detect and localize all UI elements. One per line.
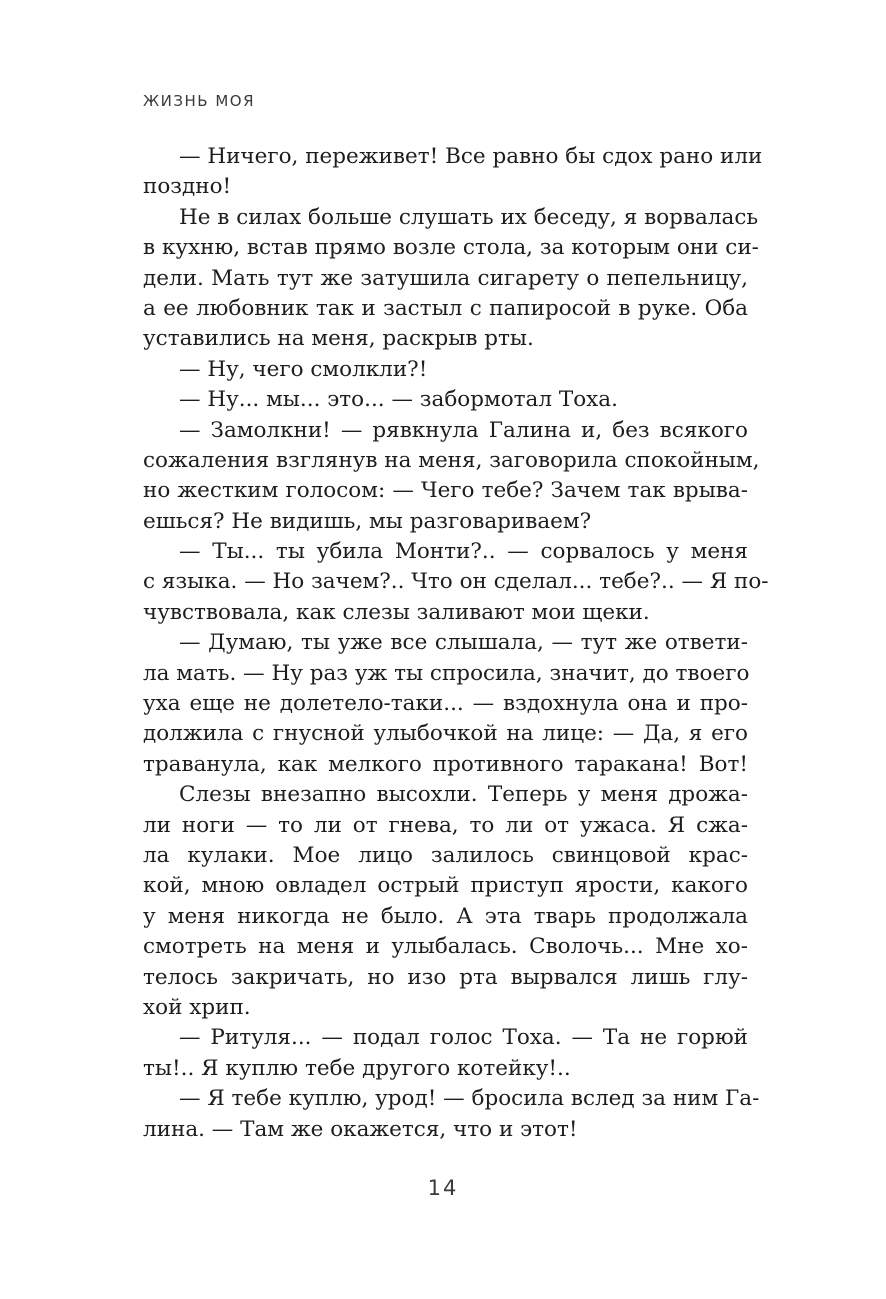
text-line: — Думаю, ты уже все слышала, — тут же ответи- bbox=[179, 630, 748, 656]
text-line: — Ничего, переживет! Все равно бы сдох рано или bbox=[179, 144, 763, 169]
text-line: кой, мною овладел острый приступ ярости, какого bbox=[143, 873, 748, 899]
text-line: дели. Мать тут же затушила сигарету о пепельницу, bbox=[143, 265, 748, 291]
text-line: чувствовала, как слезы заливают мои щеки. bbox=[143, 599, 650, 625]
text-line: Не в силах больше слушать их беседу, я ворвалась bbox=[179, 204, 759, 230]
text-line: ла мать. — Ну раз уж ты спросила, значит, до твоего bbox=[143, 660, 750, 686]
text-line: — Я тебе куплю, урод! — бросила вслед за ним Га- bbox=[179, 1086, 760, 1112]
text-line: с языка. — Но зачем?.. Что он сделал... тебе?.. — Я по- bbox=[143, 569, 769, 595]
body-text bbox=[143, 142, 769, 1145]
text-line: уставились на меня, раскрыв рты. bbox=[143, 326, 534, 352]
text-line: в кухню, встав прямо возле стола, за которым они си- bbox=[143, 235, 759, 261]
text-line: — Ты... ты убила Монти?.. — сорвалось у меня bbox=[179, 539, 748, 565]
text-line: а ее любовник так и застыл с папиросой в руке. Оба bbox=[143, 295, 748, 321]
text-line: лина. — Там же окажется, что и этот! bbox=[143, 1116, 578, 1142]
text-line: ты!.. Я куплю тебе другого котейку!.. bbox=[143, 1055, 571, 1081]
text-line: должила с гнусной улыбочкой на лице: — Да, я его bbox=[143, 721, 748, 747]
text-line: ла кулаки. Мое лицо залилось свинцовой крас- bbox=[143, 842, 748, 868]
text-line: ешься? Не видишь, мы разговариваем? bbox=[143, 508, 592, 534]
text-line: смотреть на меня и улыбалась. Сволочь... Мне хо- bbox=[143, 934, 748, 960]
text-line: — Ну... мы... это... — забормотал Тоха. bbox=[179, 387, 618, 413]
text-line: — Замолкни! — рявкнула Галина и, без всякого bbox=[179, 417, 748, 443]
text-line: — Ну, чего смолкли?! bbox=[179, 356, 428, 382]
text-line: сожаления взглянув на меня, заговорила спокойным, bbox=[143, 447, 760, 473]
text-line: Слезы внезапно высохли. Теперь у меня дрожа- bbox=[179, 782, 748, 808]
text-line: телось закричать, но изо рта вырвался лишь глу- bbox=[143, 964, 748, 990]
running-head: ЖИЗНЬ МОЯ bbox=[143, 92, 256, 110]
text-line: у меня никогда не было. А эта тварь продолжала bbox=[143, 903, 748, 929]
text-line: поздно! bbox=[143, 174, 232, 200]
text-line: но жестким голосом: — Чего тебе? Зачем так врыва- bbox=[143, 478, 748, 504]
text-line: ли ноги — то ли от гнева, то ли от ужаса. Я сжа- bbox=[143, 812, 748, 838]
text-line: уха еще не долетело-таки... — вздохнула она и про- bbox=[143, 691, 748, 717]
page-number: 14 bbox=[427, 1176, 459, 1200]
text-line: хой хрип. bbox=[143, 994, 251, 1020]
text-line: травaнула, как мелкого противного таракана! Вот! bbox=[143, 751, 748, 777]
text-line: — Ритуля... — подал голос Тоха. — Та не горюй bbox=[179, 1025, 748, 1051]
